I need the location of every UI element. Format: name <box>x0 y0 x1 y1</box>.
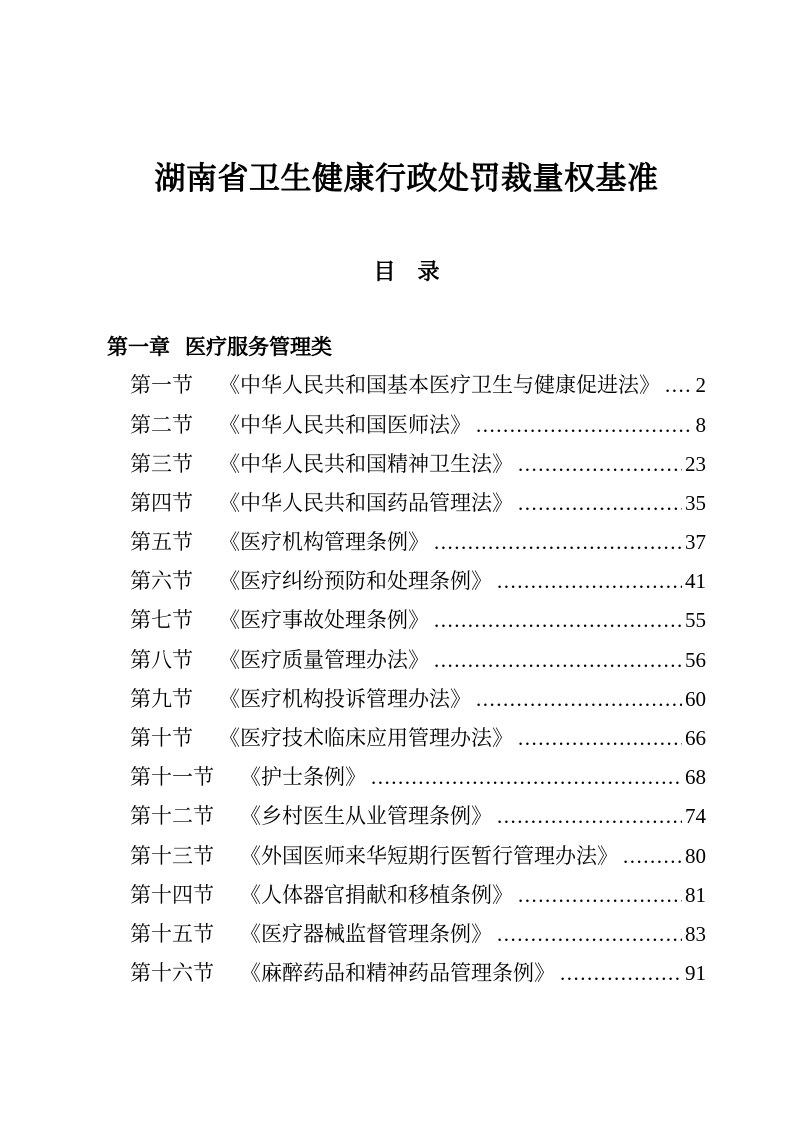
toc-entry-page-number: 80 <box>685 843 706 868</box>
toc-entry-title: 《中华人民共和国医师法》 <box>219 412 471 437</box>
toc-entry <box>130 797 706 836</box>
toc-entry <box>130 366 706 405</box>
toc-entry-title: 《医疗事故处理条例》 <box>219 608 429 633</box>
toc-entry <box>130 523 706 562</box>
toc-entry-title: 《中华人民共和国药品管理法》 <box>219 490 513 515</box>
toc-entry-page-number: 37 <box>685 530 706 555</box>
chapter-heading <box>107 335 706 360</box>
toc-entry-title: 《外国医师来华短期行医暂行管理办法》 <box>240 843 618 868</box>
toc-entry-section-label: 第十四节 <box>130 882 214 907</box>
toc-dot-leader <box>429 601 682 640</box>
toc-entry-title: 《乡村医生从业管理条例》 <box>240 804 492 829</box>
toc-entry-title: 《护士条例》 <box>240 765 366 790</box>
toc-entry-title: 《人体器官捐献和移植条例》 <box>240 882 513 907</box>
toc-entry <box>130 445 706 484</box>
toc-entry-page-number: 74 <box>685 804 706 829</box>
toc-dot-leader <box>471 680 682 719</box>
toc-entry-title: 《医疗质量管理办法》 <box>219 647 429 672</box>
toc-entry <box>130 876 706 915</box>
toc-entry-page-number: 35 <box>685 490 706 515</box>
toc-entry-section-label: 第六节 <box>130 569 193 594</box>
toc-entry-page-number: 81 <box>685 882 706 907</box>
toc-dot-leader <box>513 876 682 915</box>
toc-entry-section-label: 第五节 <box>130 530 193 555</box>
toc-entry-page-number: 55 <box>685 608 706 633</box>
toc-dot-leader <box>471 406 693 445</box>
toc-dot-leader <box>555 954 682 993</box>
toc-entry-title: 《麻醉药品和精神药品管理条例》 <box>240 961 555 986</box>
toc-entry-section-label: 第十六节 <box>130 961 214 986</box>
toc-entry-title: 《医疗机构投诉管理办法》 <box>219 686 471 711</box>
toc-dot-leader <box>513 719 682 758</box>
toc-entry-page-number: 91 <box>685 961 706 986</box>
toc-entry <box>130 641 706 680</box>
toc-entry-page-number: 56 <box>685 647 706 672</box>
chapter-label: 医疗服务管理类 <box>185 336 332 360</box>
toc-entry <box>130 758 706 797</box>
toc-entry-title: 《医疗技术临床应用管理办法》 <box>219 726 513 751</box>
toc-dot-leader <box>660 366 693 405</box>
toc-entry-title: 《中华人民共和国基本医疗卫生与健康促进法》 <box>219 373 660 398</box>
toc-entry-section-label: 第四节 <box>130 490 193 515</box>
toc-dot-leader <box>492 797 682 836</box>
toc-entry-section-label: 第七节 <box>130 608 193 633</box>
toc-entry-section-label: 第十节 <box>130 726 193 751</box>
toc-dot-leader <box>492 562 682 601</box>
toc-entry-title: 《医疗器械监督管理条例》 <box>240 921 492 946</box>
toc-entry-page-number: 8 <box>695 412 706 437</box>
toc-entry-title: 《医疗机构管理条例》 <box>219 530 429 555</box>
document-title: 湖南省卫生健康行政处罚裁量权基准 <box>154 161 659 196</box>
toc-entry-section-label: 第十一节 <box>130 765 214 790</box>
toc-entry-page-number: 68 <box>685 765 706 790</box>
toc-entry <box>130 484 706 523</box>
toc-entry-title: 《中华人民共和国精神卫生法》 <box>219 451 513 476</box>
toc-heading: 目 录 <box>373 258 440 284</box>
toc-dot-leader <box>513 445 682 484</box>
toc-dot-leader <box>429 641 682 680</box>
toc-dot-leader <box>513 484 682 523</box>
toc-entry <box>130 954 706 993</box>
toc-dot-leader <box>492 915 682 954</box>
toc-entry-page-number: 2 <box>695 373 706 398</box>
toc-entry <box>130 406 706 445</box>
toc-entry-section-label: 第一节 <box>130 373 193 398</box>
toc-section-list <box>107 366 706 993</box>
toc-entry-section-label: 第八节 <box>130 647 193 672</box>
toc-entry-title: 《医疗纠纷预防和处理条例》 <box>219 569 492 594</box>
toc-dot-leader <box>366 758 682 797</box>
toc-entry-section-label: 第三节 <box>130 451 193 476</box>
toc-entry-page-number: 60 <box>685 686 706 711</box>
toc-dot-leader <box>618 837 682 876</box>
toc-entry <box>130 562 706 601</box>
toc-entry-section-label: 第二节 <box>130 412 193 437</box>
toc-entry <box>130 601 706 640</box>
toc-entry-page-number: 66 <box>685 726 706 751</box>
toc-entry <box>130 719 706 758</box>
toc-entry-section-label: 第十二节 <box>130 804 214 829</box>
toc-entry-section-label: 第九节 <box>130 686 193 711</box>
toc-entry <box>130 915 706 954</box>
toc-entry-page-number: 83 <box>685 921 706 946</box>
toc-entry-section-label: 第十五节 <box>130 921 214 946</box>
toc-entry-page-number: 41 <box>685 569 706 594</box>
toc-dot-leader <box>429 523 682 562</box>
toc-entry <box>130 837 706 876</box>
toc-entry-section-label: 第十三节 <box>130 843 214 868</box>
chapter-number: 第一章 <box>107 336 170 360</box>
toc-entry-page-number: 23 <box>685 451 706 476</box>
toc-entry <box>130 680 706 719</box>
